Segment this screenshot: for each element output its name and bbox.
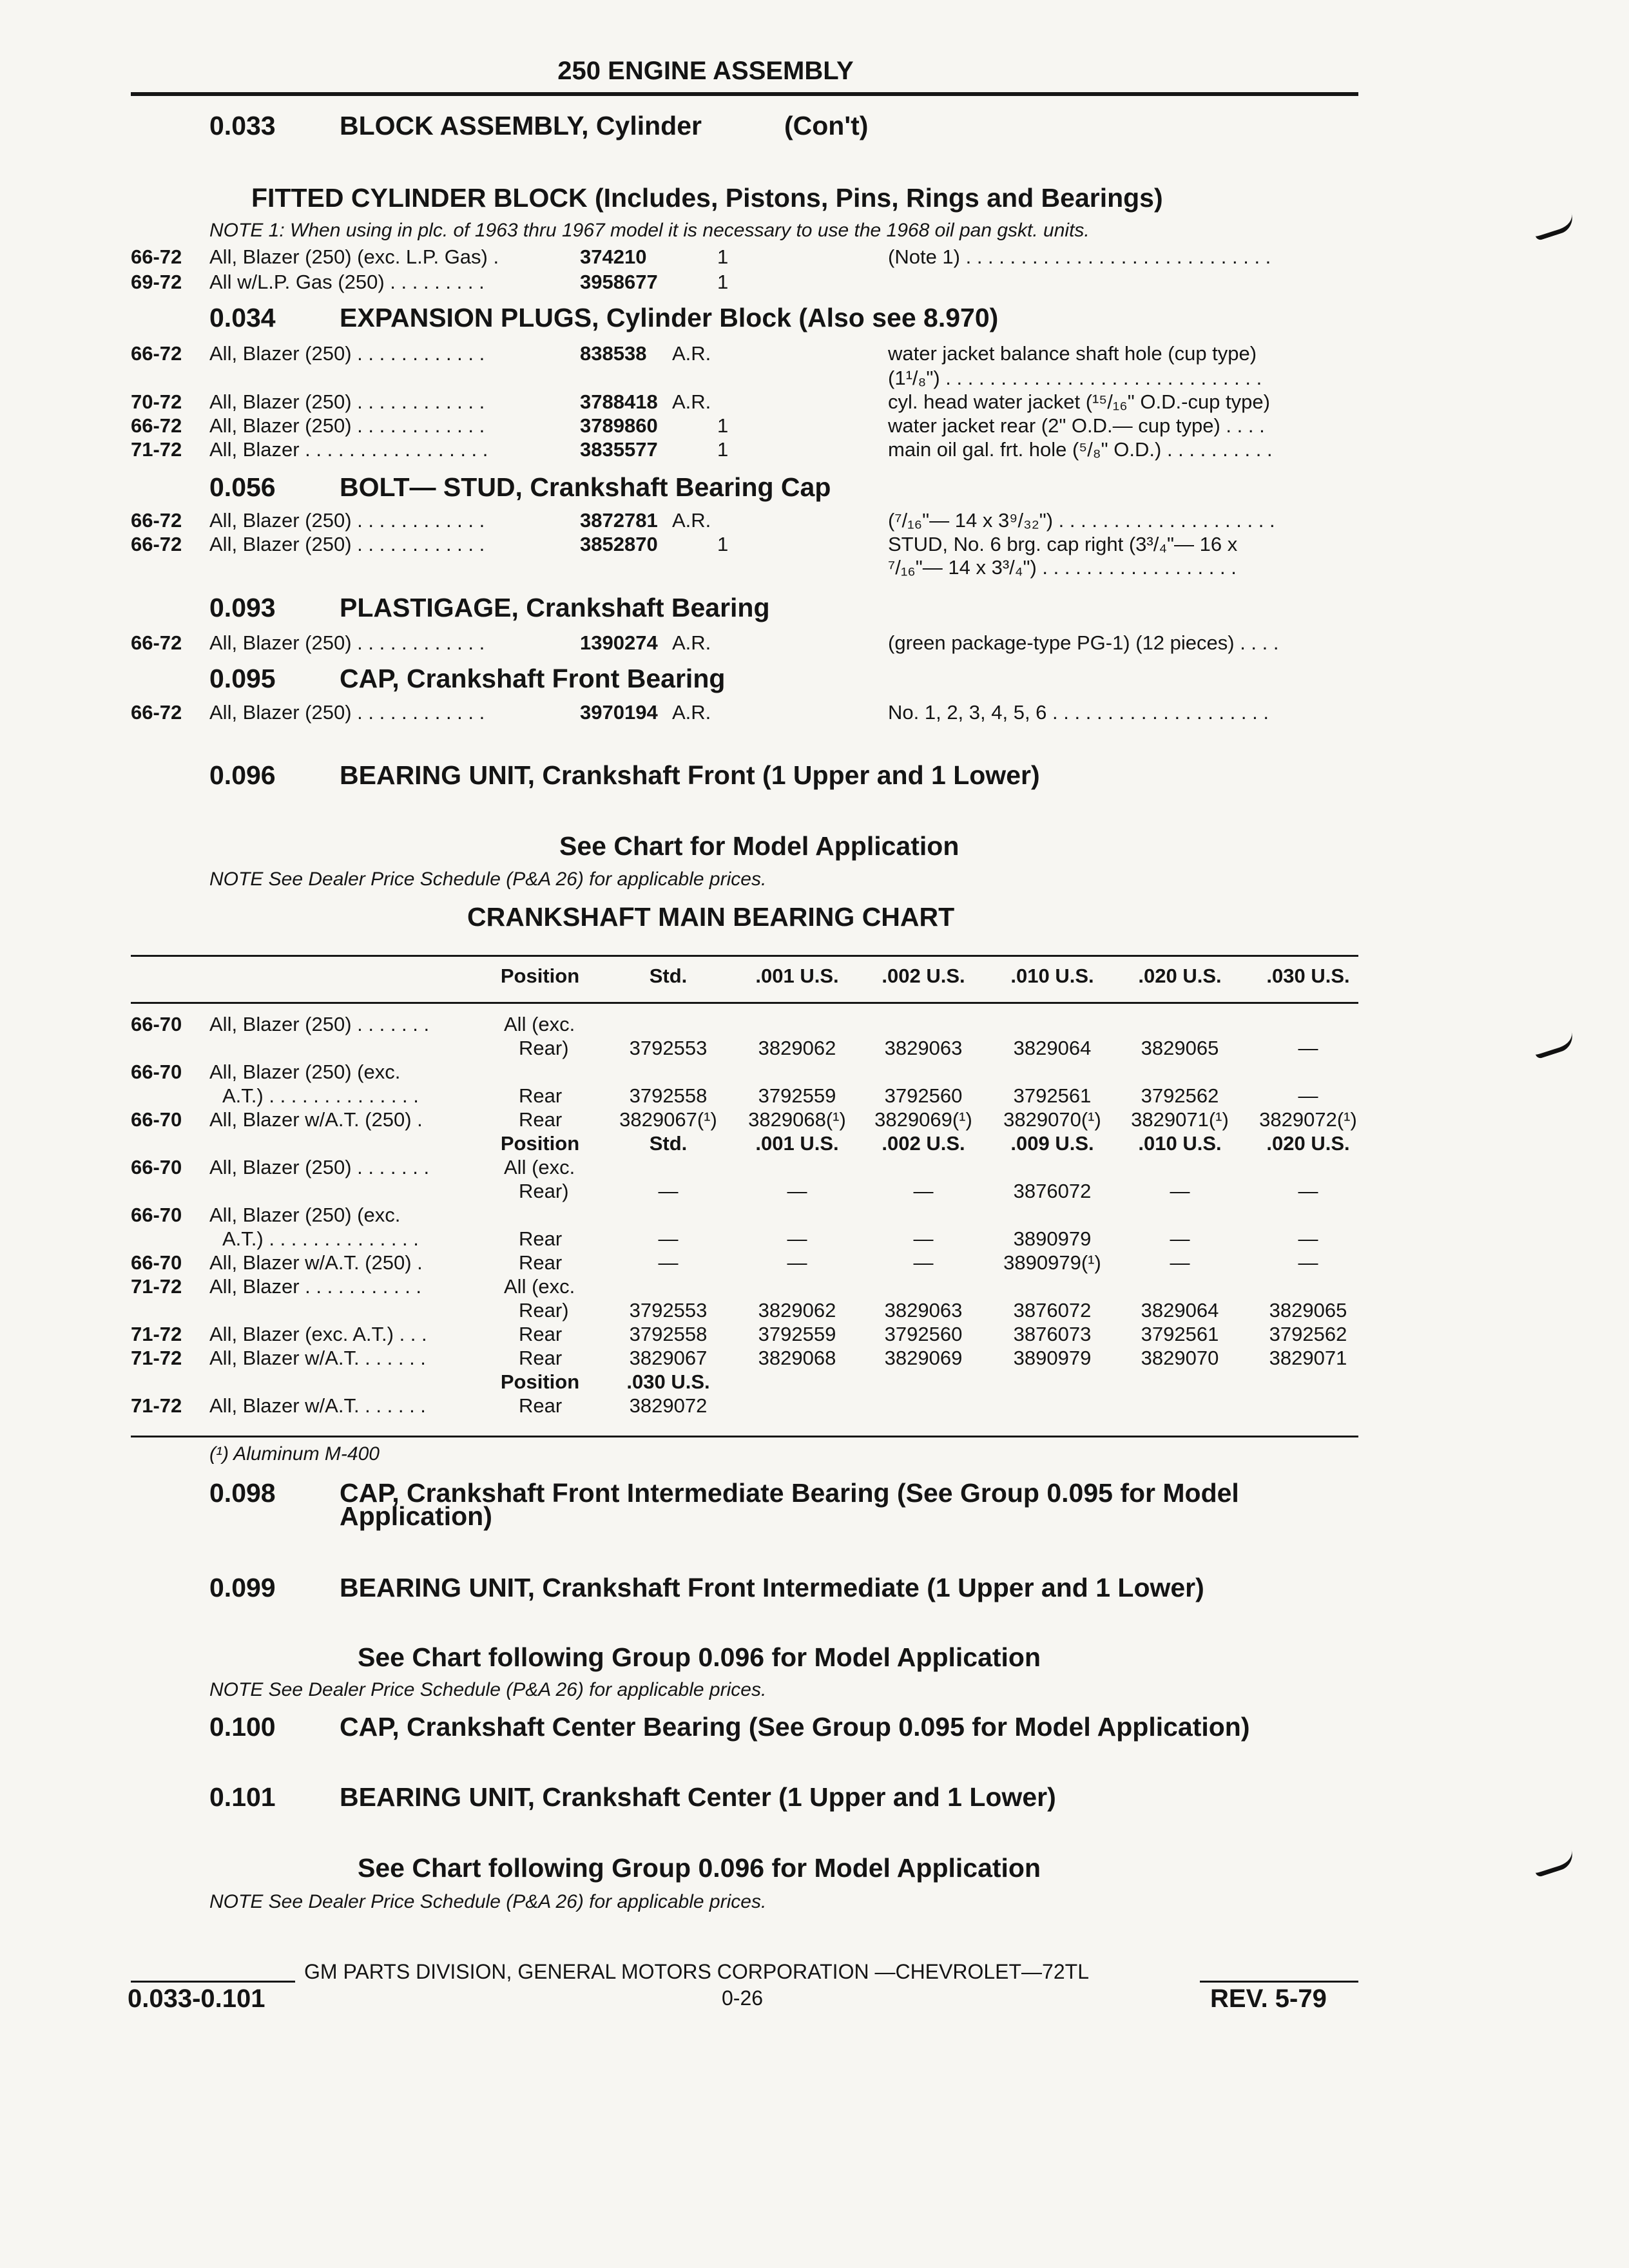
row-description: water jacket rear (2" O.D.— cup type) . . . . xyxy=(888,414,1265,437)
chart-row-model: All, Blazer . . . . . . . . . . . xyxy=(209,1275,422,1298)
chart-head-rule xyxy=(131,1002,1358,1004)
subsection-heading: FITTED CYLINDER BLOCK (Includes, Pistons, Pins, Rings and Bearings) xyxy=(251,183,1163,213)
chart-row-model: A.T.) . . . . . . . . . . . . . . xyxy=(222,1084,419,1107)
row-description-cont: (1¹/₈") . . . . . . . . . . . . . . . . . . . . . . . . . . . . . xyxy=(888,367,1262,389)
row-description: STUD, No. 6 brg. cap right (3³/₄"— 16 x xyxy=(888,533,1238,555)
row-description-cont: ⁷/₁₆"— 14 x 3³/₄") . . . . . . . . . . . . . . . . . . xyxy=(888,556,1237,579)
group-number: 0.093 xyxy=(209,593,276,622)
chart-column-header: .020 U.S. xyxy=(1138,965,1222,987)
group-number: 0.098 xyxy=(209,1478,276,1508)
chart-cell: — xyxy=(658,1251,679,1274)
chart-cell: — xyxy=(1170,1180,1190,1202)
chart-sub-header: Position xyxy=(500,1132,580,1155)
chart-cell: 3792559 xyxy=(758,1084,836,1107)
row-description: (green package-type PG-1) (12 pieces) . . . . xyxy=(888,631,1279,654)
row-year: 66-72 xyxy=(131,533,182,555)
chart-cell: 3829072 xyxy=(629,1394,708,1417)
row-quantity: 1 xyxy=(717,271,729,293)
row-year: 66-72 xyxy=(131,509,182,532)
header-rule xyxy=(131,92,1358,96)
chart-row-year: 66-70 xyxy=(131,1251,182,1274)
chart-cell: — xyxy=(1170,1251,1190,1274)
group-number: 0.101 xyxy=(209,1782,276,1812)
chart-cell: 3792558 xyxy=(629,1084,708,1107)
price-note: NOTE See Dealer Price Schedule (P&A 26) for applicable prices. xyxy=(209,869,767,890)
chart-cell: 3829062 xyxy=(758,1037,836,1059)
row-quantity: A.R. xyxy=(672,701,711,724)
chart-cell: — xyxy=(1298,1037,1318,1059)
chart-cell: 3829064 xyxy=(1013,1037,1092,1059)
footer-rule-left xyxy=(131,1981,295,1983)
page-title: 250 ENGINE ASSEMBLY xyxy=(557,57,854,85)
chart-cell: — xyxy=(787,1180,807,1202)
price-note: NOTE See Dealer Price Schedule (P&A 26) for applicable prices. xyxy=(209,1891,767,1912)
chart-row-position: All (exc. xyxy=(504,1013,575,1035)
chart-cell: 3890979 xyxy=(1013,1347,1092,1369)
row-part-number: 3958677 xyxy=(580,271,658,293)
row-year: 66-72 xyxy=(131,342,182,365)
chart-row-position: Rear) xyxy=(519,1037,569,1059)
row-model: All, Blazer (250) (exc. L.P. Gas) . xyxy=(209,245,499,268)
row-year: 66-72 xyxy=(131,631,182,654)
chart-row-year: 71-72 xyxy=(131,1323,182,1345)
row-quantity: A.R. xyxy=(672,509,711,532)
chart-row-position: Rear xyxy=(519,1394,563,1417)
group-number: 0.033 xyxy=(209,111,276,140)
chart-cell: 3792560 xyxy=(884,1323,963,1345)
chart-sub-header: .020 U.S. xyxy=(1266,1132,1350,1155)
chart-sub-header: .010 U.S. xyxy=(1138,1132,1222,1155)
row-description: water jacket balance shaft hole (cup type) xyxy=(888,342,1257,365)
chart-column-header: .002 U.S. xyxy=(882,965,965,987)
chart-row-year: 71-72 xyxy=(131,1275,182,1298)
chart-cell: 3829068(¹) xyxy=(748,1108,846,1131)
chart-title: CRANKSHAFT MAIN BEARING CHART xyxy=(467,902,955,932)
row-description: (⁷/₁₆"— 14 x 3⁹/₃₂") . . . . . . . . . . . . . . . . . . . . xyxy=(888,509,1275,532)
row-model: All w/L.P. Gas (250) . . . . . . . . . xyxy=(209,271,485,293)
row-quantity: 1 xyxy=(717,533,729,555)
chart-sub-header: .002 U.S. xyxy=(882,1132,965,1155)
chart-cell: — xyxy=(658,1227,679,1250)
chart-row-year: 66-70 xyxy=(131,1108,182,1131)
chart-cell: 3829068 xyxy=(758,1347,836,1369)
chart-cell: 3829067(¹) xyxy=(619,1108,717,1131)
chart-top-rule xyxy=(131,955,1358,957)
chart-row-position: Rear xyxy=(519,1323,563,1345)
chart-row-position: Rear xyxy=(519,1347,563,1369)
group-number: 0.034 xyxy=(209,303,276,332)
chart-cell: 3829069 xyxy=(884,1347,963,1369)
footer-page: 0-26 xyxy=(722,1986,764,2010)
chart-column-header: Std. xyxy=(649,965,688,987)
chart-cell: 3792558 xyxy=(629,1323,708,1345)
chart-row-model: All, Blazer (250) . . . . . . . xyxy=(209,1013,430,1035)
chart-column-header: .010 U.S. xyxy=(1010,965,1094,987)
row-model: All, Blazer . . . . . . . . . . . . . . . . . xyxy=(209,438,488,461)
chart-cell: — xyxy=(787,1251,807,1274)
group-number: 0.056 xyxy=(209,472,276,502)
row-model: All, Blazer (250) . . . . . . . . . . . . xyxy=(209,509,485,532)
chart-cell: 3792553 xyxy=(629,1299,708,1321)
chart-cell: — xyxy=(658,1180,679,1202)
row-quantity: 1 xyxy=(717,438,729,461)
chart-cell: 3829067 xyxy=(629,1347,708,1369)
group-title: BLOCK ASSEMBLY, Cylinder xyxy=(340,111,702,140)
chart-cell: — xyxy=(913,1251,934,1274)
chart-row-position: All (exc. xyxy=(504,1156,575,1178)
chart-cell: 3829065 xyxy=(1141,1037,1219,1059)
chart-cell: — xyxy=(1298,1227,1318,1250)
group-number: 0.096 xyxy=(209,760,276,790)
chart-cell: 3829071 xyxy=(1269,1347,1347,1369)
chart-cell: 3829065 xyxy=(1269,1299,1347,1321)
footer-revision: REV. 5-79 xyxy=(1210,1984,1327,2013)
row-part-number: 3970194 xyxy=(580,701,658,724)
chart-column-header: .001 U.S. xyxy=(755,965,839,987)
chart-cell: — xyxy=(1298,1251,1318,1274)
see-chart-heading: See Chart following Group 0.096 for Model Application xyxy=(358,1853,1041,1883)
group-number: 0.100 xyxy=(209,1712,276,1742)
group-title: CAP, Crankshaft Center Bearing (See Group 0.095 for Model Application) xyxy=(340,1712,1250,1742)
chart-cell: 3792560 xyxy=(884,1084,963,1107)
row-part-number: 3835577 xyxy=(580,438,658,461)
chart-column-header: Position xyxy=(500,965,580,987)
chart-sub-header: .001 U.S. xyxy=(755,1132,839,1155)
chart-cell: 3792561 xyxy=(1141,1323,1219,1345)
chart-row-model: All, Blazer w/A.T. (250) . xyxy=(209,1251,423,1274)
chart-cell: 3829070(¹) xyxy=(1003,1108,1101,1131)
group-title-continued: Application) xyxy=(340,1501,492,1531)
chart-cell: 3890979(¹) xyxy=(1003,1251,1101,1274)
row-description: main oil gal. frt. hole (⁵/₈" O.D.) . . . . . . . . . . xyxy=(888,438,1273,461)
binder-mark xyxy=(1532,213,1577,242)
row-quantity: 1 xyxy=(717,414,729,437)
group-title: BEARING UNIT, Crankshaft Center (1 Upper and 1 Lower) xyxy=(340,1782,1056,1812)
chart-bottom-rule xyxy=(131,1436,1358,1437)
chart-footnote: (¹) Aluminum M-400 xyxy=(209,1443,380,1465)
see-chart-heading: See Chart following Group 0.096 for Model Application xyxy=(358,1642,1041,1672)
row-model: All, Blazer (250) . . . . . . . . . . . . xyxy=(209,631,485,654)
chart-cell: 3829062 xyxy=(758,1299,836,1321)
price-note: NOTE See Dealer Price Schedule (P&A 26) for applicable prices. xyxy=(209,1679,767,1700)
chart-sub-header: .009 U.S. xyxy=(1010,1132,1094,1155)
group-title: CAP, Crankshaft Front Bearing xyxy=(340,664,726,693)
group-title: BEARING UNIT, Crankshaft Front (1 Upper and 1 Lower) xyxy=(340,760,1040,790)
row-quantity: A.R. xyxy=(672,342,711,365)
row-quantity: 1 xyxy=(717,245,729,268)
row-part-number: 838538 xyxy=(580,342,647,365)
chart-cell: — xyxy=(787,1227,807,1250)
chart-cell: 3876072 xyxy=(1013,1299,1092,1321)
chart-row-year: 66-70 xyxy=(131,1061,182,1083)
chart-row-position: Rear) xyxy=(519,1299,569,1321)
footer-range: 0.033-0.101 xyxy=(128,1984,265,2013)
chart-cell: 3829063 xyxy=(884,1037,963,1059)
chart-row-year: 71-72 xyxy=(131,1394,182,1417)
row-model: All, Blazer (250) . . . . . . . . . . . . xyxy=(209,701,485,724)
chart-row-model: All, Blazer w/A.T. . . . . . . xyxy=(209,1347,426,1369)
row-part-number: 374210 xyxy=(580,245,647,268)
row-quantity: A.R. xyxy=(672,631,711,654)
row-year: 66-72 xyxy=(131,245,182,268)
chart-row-model: All, Blazer (250) (exc. xyxy=(209,1204,401,1226)
footer-rule-right xyxy=(1200,1981,1358,1983)
row-year: 70-72 xyxy=(131,390,182,413)
chart-row-year: 66-70 xyxy=(131,1204,182,1226)
chart-row-position: Rear) xyxy=(519,1180,569,1202)
chart-row-year: 66-70 xyxy=(131,1156,182,1178)
chart-sub-header: .030 U.S. xyxy=(626,1370,710,1393)
chart-cell: — xyxy=(1170,1227,1190,1250)
row-description: No. 1, 2, 3, 4, 5, 6 . . . . . . . . . . . . . . . . . . . . xyxy=(888,701,1269,724)
row-model: All, Blazer (250) . . . . . . . . . . . . xyxy=(209,533,485,555)
row-part-number: 3872781 xyxy=(580,509,658,532)
footer-org: GM PARTS DIVISION, GENERAL MOTORS CORPORATION —CHEVROLET—72TL xyxy=(304,1960,1089,1983)
chart-row-model: All, Blazer w/A.T. . . . . . . xyxy=(209,1394,426,1417)
chart-cell: — xyxy=(1298,1180,1318,1202)
chart-cell: 3876073 xyxy=(1013,1323,1092,1345)
chart-row-position: Rear xyxy=(519,1084,563,1107)
row-model: All, Blazer (250) . . . . . . . . . . . . xyxy=(209,414,485,437)
chart-sub-header: Std. xyxy=(649,1132,688,1155)
row-model: All, Blazer (250) . . . . . . . . . . . . xyxy=(209,342,485,365)
row-description: cyl. head water jacket (¹⁵/₁₆" O.D.-cup type) xyxy=(888,390,1270,413)
chart-cell: 3890979 xyxy=(1013,1227,1092,1250)
group-title: PLASTIGAGE, Crankshaft Bearing xyxy=(340,593,770,622)
chart-row-position: Rear xyxy=(519,1227,563,1250)
chart-row-model: A.T.) . . . . . . . . . . . . . . xyxy=(222,1227,419,1250)
chart-row-year: 71-72 xyxy=(131,1347,182,1369)
group-title: BEARING UNIT, Crankshaft Front Intermediate (1 Upper and 1 Lower) xyxy=(340,1573,1204,1602)
chart-column-header: .030 U.S. xyxy=(1266,965,1350,987)
see-chart-heading: See Chart for Model Application xyxy=(559,831,959,861)
chart-cell: — xyxy=(1298,1084,1318,1107)
row-year: 66-72 xyxy=(131,701,182,724)
binder-mark xyxy=(1532,1032,1577,1060)
row-model: All, Blazer (250) . . . . . . . . . . . . xyxy=(209,390,485,413)
chart-row-position: All (exc. xyxy=(504,1275,575,1298)
chart-cell: 3792561 xyxy=(1013,1084,1092,1107)
chart-cell: 3829069(¹) xyxy=(874,1108,972,1131)
chart-row-year: 66-70 xyxy=(131,1013,182,1035)
row-year: 69-72 xyxy=(131,271,182,293)
chart-cell: 3792559 xyxy=(758,1323,836,1345)
group-title: BOLT— STUD, Crankshaft Bearing Cap xyxy=(340,472,831,502)
chart-cell: 3792553 xyxy=(629,1037,708,1059)
note-text: NOTE 1: When using in plc. of 1963 thru 1967 model it is necessary to use the 1968 oil pan gskt. units. xyxy=(209,220,1090,241)
group-continued: (Con't) xyxy=(784,111,869,140)
chart-cell: 3876072 xyxy=(1013,1180,1092,1202)
chart-cell: 3829063 xyxy=(884,1299,963,1321)
group-title: CAP, Crankshaft Front Intermediate Bearing (See Group 0.095 for Model xyxy=(340,1478,1239,1508)
chart-row-model: All, Blazer w/A.T. (250) . xyxy=(209,1108,423,1131)
chart-cell: 3792562 xyxy=(1141,1084,1219,1107)
row-part-number: 3789860 xyxy=(580,414,658,437)
row-quantity: A.R. xyxy=(672,390,711,413)
chart-cell: 3829072(¹) xyxy=(1259,1108,1357,1131)
binder-mark xyxy=(1532,1850,1577,1878)
chart-cell: 3829071(¹) xyxy=(1131,1108,1229,1131)
group-title: EXPANSION PLUGS, Cylinder Block (Also see 8.970) xyxy=(340,303,999,332)
chart-row-model: All, Blazer (250) . . . . . . . xyxy=(209,1156,430,1178)
row-description: (Note 1) . . . . . . . . . . . . . . . . . . . . . . . . . . . . xyxy=(888,245,1271,268)
chart-cell: — xyxy=(913,1180,934,1202)
chart-cell: 3792562 xyxy=(1269,1323,1347,1345)
row-part-number: 3852870 xyxy=(580,533,658,555)
group-number: 0.095 xyxy=(209,664,276,693)
chart-cell: 3829070 xyxy=(1141,1347,1219,1369)
row-part-number: 1390274 xyxy=(580,631,658,654)
group-number: 0.099 xyxy=(209,1573,276,1602)
chart-sub-header: Position xyxy=(500,1370,580,1393)
chart-row-model: All, Blazer (exc. A.T.) . . . xyxy=(209,1323,427,1345)
chart-row-model: All, Blazer (250) (exc. xyxy=(209,1061,401,1083)
row-year: 66-72 xyxy=(131,414,182,437)
chart-row-position: Rear xyxy=(519,1251,563,1274)
row-part-number: 3788418 xyxy=(580,390,658,413)
row-year: 71-72 xyxy=(131,438,182,461)
chart-row-position: Rear xyxy=(519,1108,563,1131)
chart-cell: 3829064 xyxy=(1141,1299,1219,1321)
chart-cell: — xyxy=(913,1227,934,1250)
